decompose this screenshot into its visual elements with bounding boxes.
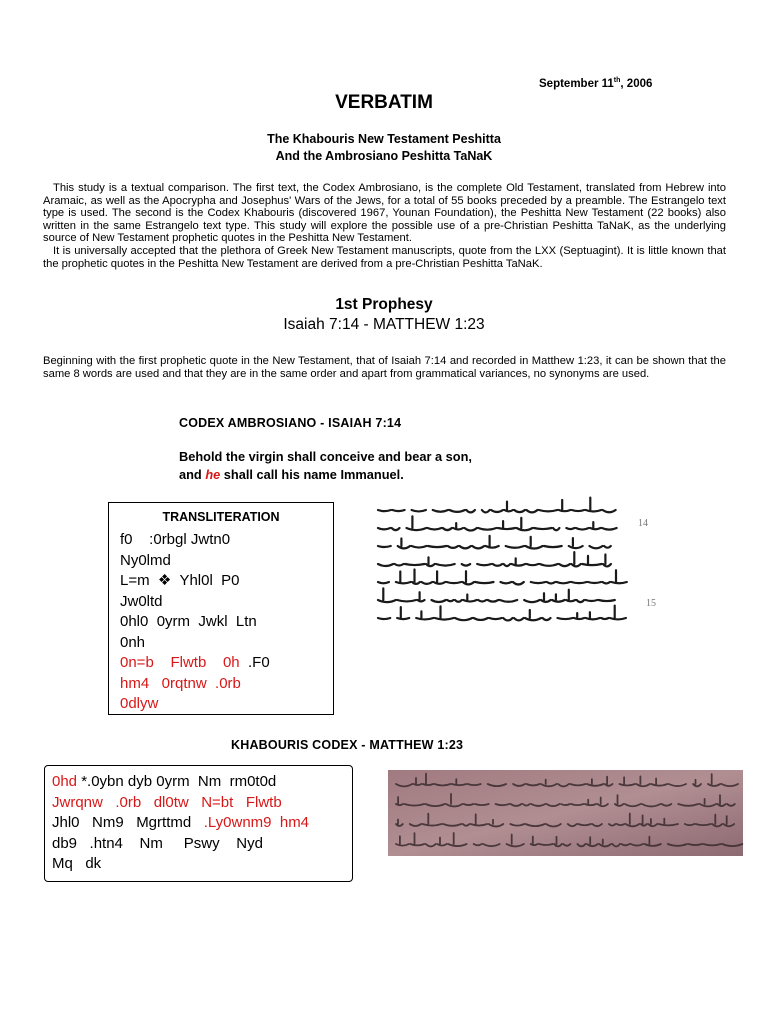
khabouris-line — [52, 834, 309, 855]
transliteration-segment: f0 :0rbgl Jwtn0 — [120, 531, 231, 548]
transliteration-line — [120, 633, 333, 654]
transliteration-segment: 0nh — [120, 633, 146, 651]
quote-line-2: and he shall call his name Immanuel. — [179, 467, 404, 482]
document-date: September 11th, 2006 — [539, 77, 653, 90]
section-reference: Isaiah 7:14 - MATTHEW 1:23 — [283, 316, 485, 333]
khabouris-segment: *.0ybn dyb 0yrm Nm rm0t0d — [81, 773, 277, 790]
khabouris-segment: Jwrqnw .0rb dl0tw N=bt Flwtb — [52, 793, 282, 811]
transliteration-line — [120, 653, 333, 674]
transliteration-line — [120, 694, 333, 715]
transliteration-box — [108, 502, 334, 715]
ms1-margin-mark-2: 15 — [646, 598, 656, 609]
transliteration-lines — [109, 530, 333, 715]
khabouris-segment: 0hd — [52, 773, 82, 790]
transliteration-segment: 0n=b Flwtb 0h — [120, 654, 248, 671]
transliteration-line — [120, 551, 333, 572]
transliteration-line — [120, 592, 333, 613]
document-title: VERBATIM — [335, 92, 433, 113]
quote-he: he — [205, 467, 221, 482]
ambrosiano-manuscript-image — [372, 496, 656, 636]
subtitle-line-1: The Khabouris New Testament Peshitta — [267, 132, 501, 146]
isaiah-quote — [179, 448, 472, 484]
transliteration-segment: hm4 0rqtnw .0rb — [120, 674, 241, 692]
subtitle-line-2: And the Ambrosiano Peshitta TaNaK — [275, 149, 493, 163]
section-heading: 1st Prophesy — [335, 296, 433, 313]
intro-paragraph-1: This study is a textual comparison. The first text, the Codex Ambrosiano, is the complete Old Testament, translated from Hebrew into Aramaic, as well as the Apocrypha and Josephus' Wars of the Jews, for a total of 55 books preceded by a preamble. The Estrangelo text type is used. The second is the Codex Khabouris (discovered 1967, Younan Foundation), the Peshitta New Testament (22 books) also written in the same Estrangelo text type. This study will explore the possible use of a pre-Christian Peshitta TaNaK, as the underlying source of New Testament prophetic quotes in the Peshitta New Testament. — [43, 182, 726, 245]
transliteration-segment: 0hl0 0yrm Jwkl Ltn — [120, 613, 257, 630]
khabouris-lines — [52, 772, 309, 875]
transliteration-segment: L=m ❖ Yhl0l P0 — [120, 572, 240, 589]
transliteration-line — [120, 571, 333, 592]
khabouris-segment: db9 .htn4 Nm Pswy Nyd — [52, 834, 263, 852]
khabouris-segment: Mq dk — [52, 855, 102, 872]
khabouris-segment: .Ly0wnm9 hm4 — [203, 814, 310, 831]
transliteration-heading: TRANSLITERATION — [162, 510, 280, 524]
khabouris-line — [52, 813, 309, 834]
intro-text — [43, 182, 726, 270]
khabouris-segment: Jhl0 Nm9 Mgrttmd — [52, 814, 204, 831]
transliteration-line — [120, 612, 333, 633]
intro-paragraph-2: It is universally accepted that the plethora of Greek New Testament manuscripts, quote from the LXX (Septuagint). It is little known that the prophetic quotes in the Peshitta New Testament are derived from a pre-Christian Peshitta TaNaK. — [43, 244, 726, 270]
khabouris-manuscript-image — [388, 770, 743, 856]
khabouris-transliteration-box — [44, 765, 353, 882]
transliteration-line — [120, 674, 333, 695]
quote-line-1: Behold the virgin shall conceive and bear a son, — [179, 449, 472, 464]
ms1-margin-mark-1: 14 — [638, 518, 648, 529]
khabouris-line — [52, 793, 309, 814]
khabouris-line — [52, 854, 309, 875]
section-body: Beginning with the first prophetic quote in the New Testament, that of Isaiah 7:14 and recorded in Matthew 1:23, it can be shown that the same 8 words are used and that they are in the same order and apart from grammatical variances, no synonyms are used. — [43, 355, 726, 380]
khabouris-label: KHABOURIS CODEX - MATTHEW 1:23 — [231, 738, 464, 752]
transliteration-segment: 0dlyw — [120, 695, 159, 712]
transliteration-segment: Jw0ltd — [120, 592, 163, 610]
transliteration-segment: Ny0lmd — [120, 551, 171, 569]
transliteration-line — [120, 530, 333, 551]
transliteration-segment: .F0 — [247, 654, 270, 671]
khabouris-line — [52, 772, 309, 793]
ambrosiano-label: CODEX AMBROSIANO - ISAIAH 7:14 — [179, 416, 402, 430]
